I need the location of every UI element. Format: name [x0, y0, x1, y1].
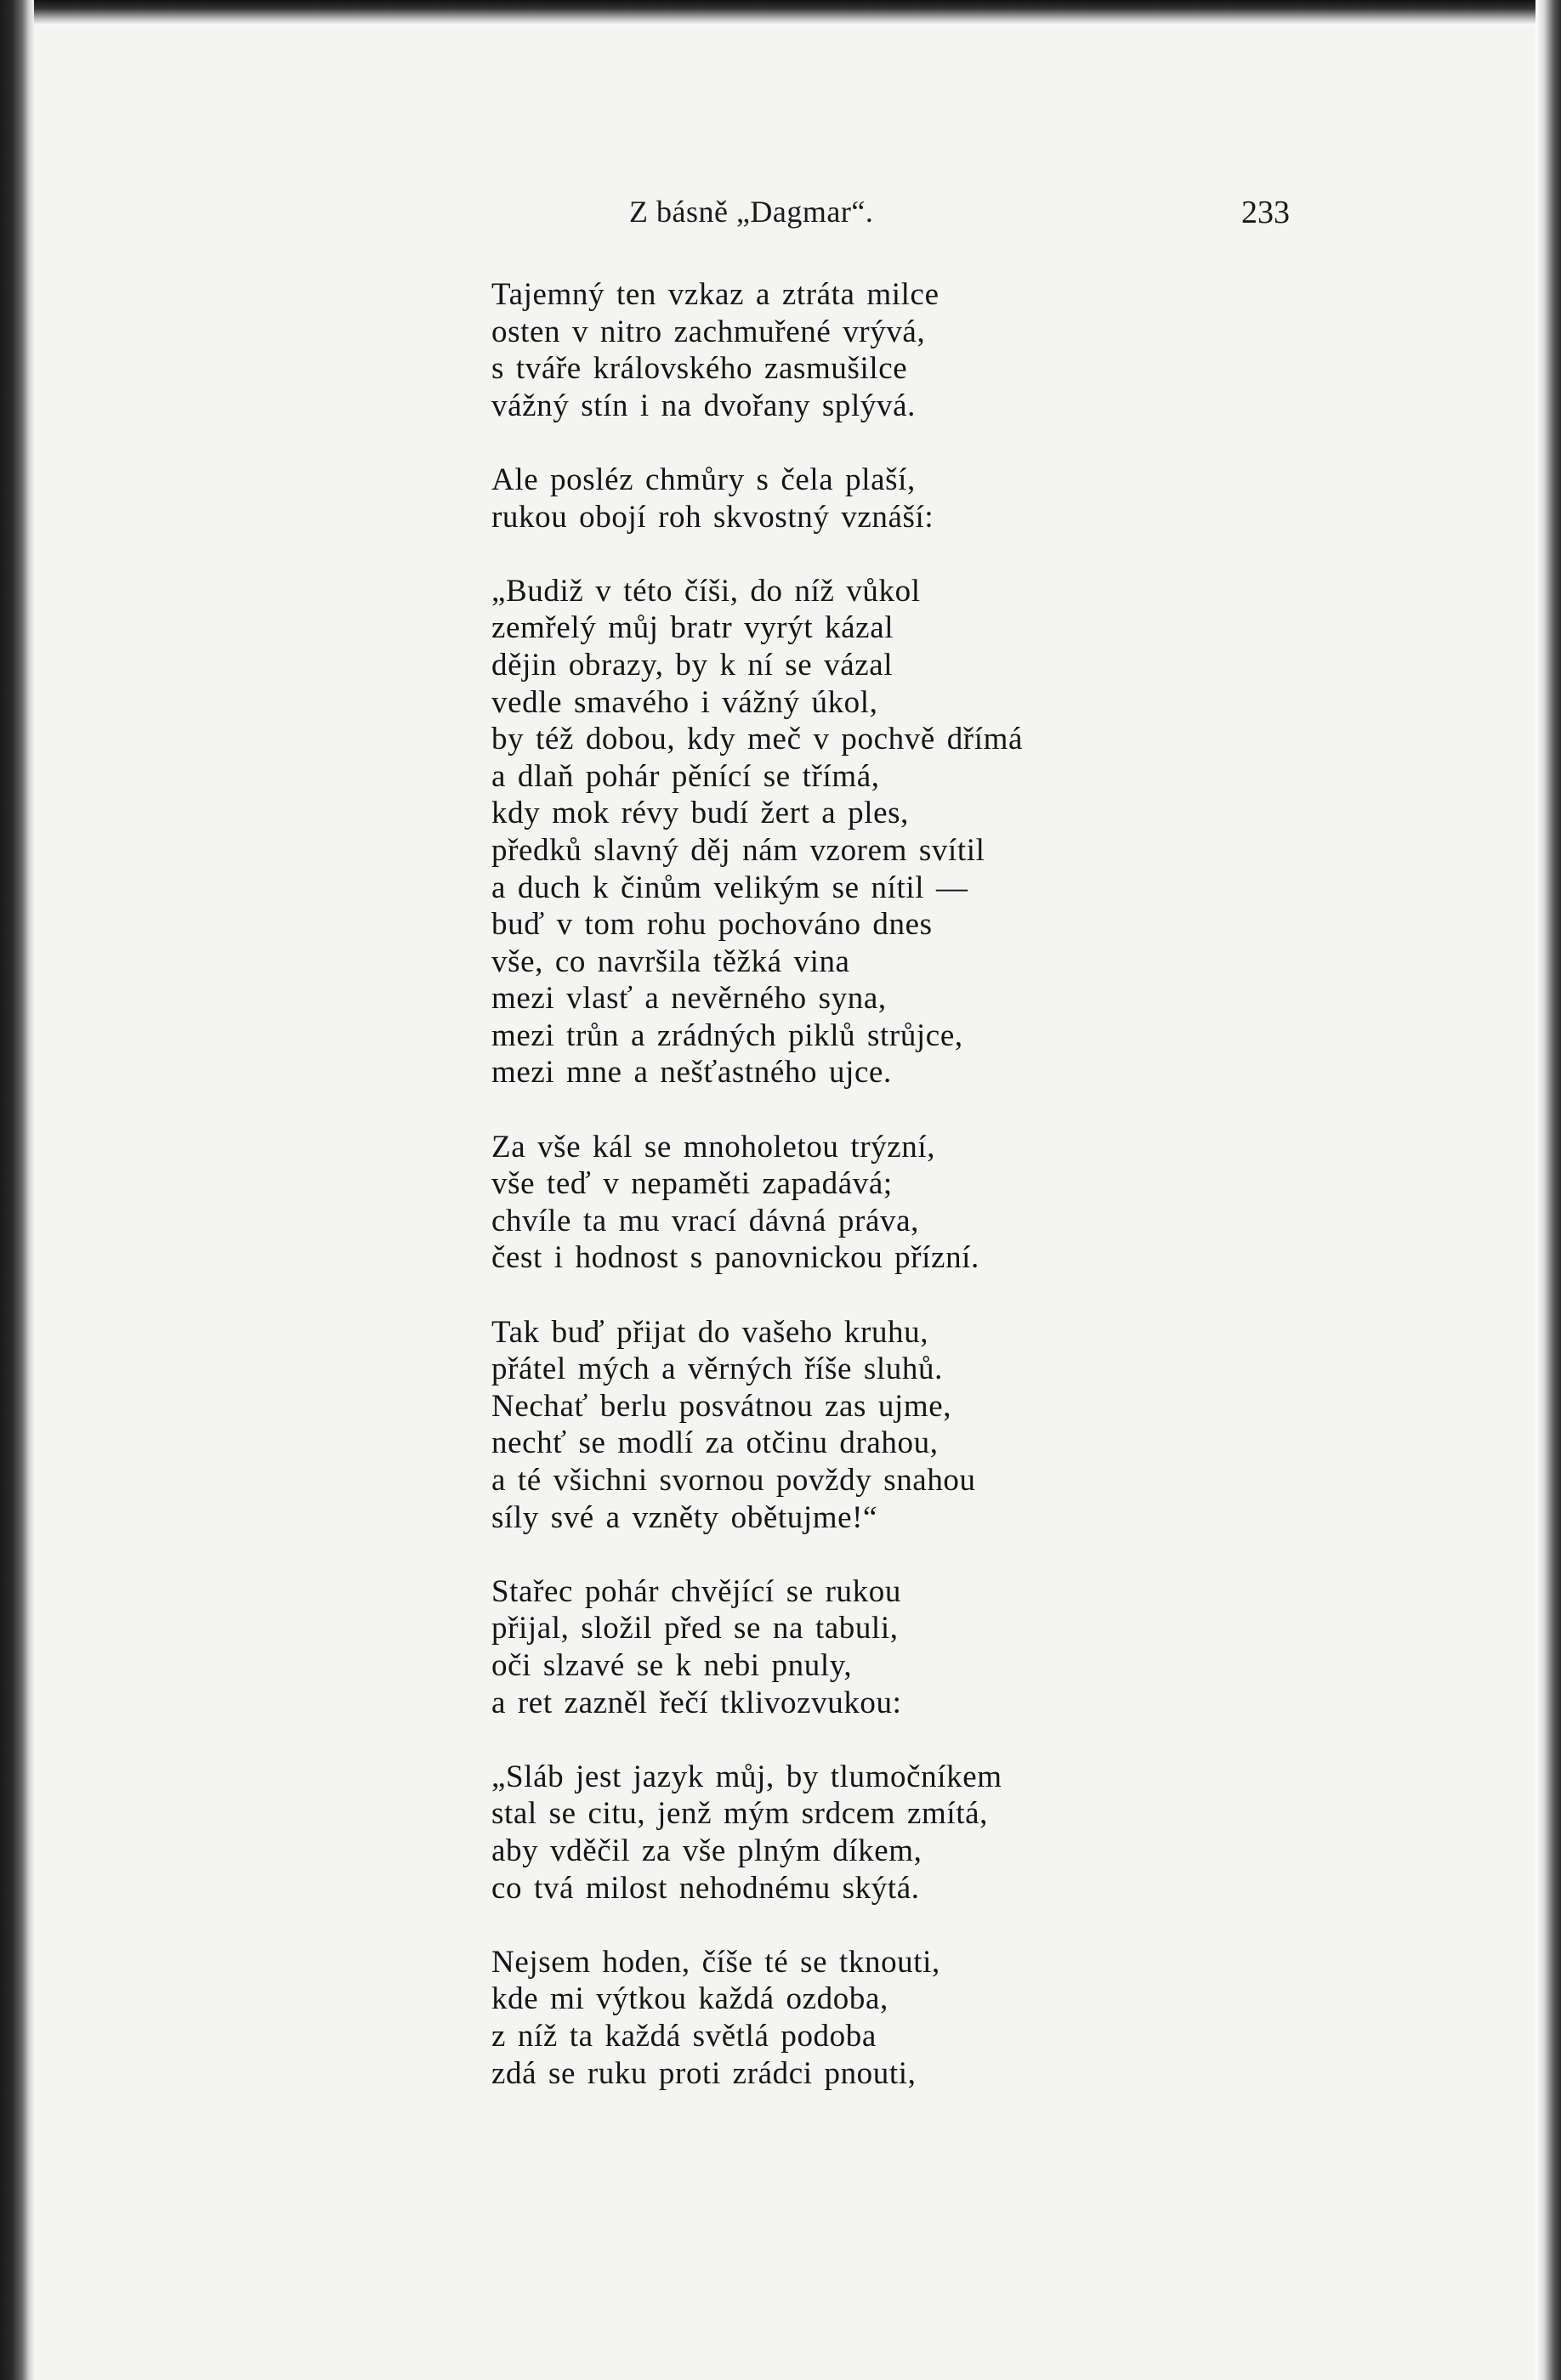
- poem-line: čest i hodnost s panovnickou přízní.: [491, 1240, 979, 1276]
- poem-line: z níž ta každá světlá podoba: [491, 2018, 877, 2054]
- poem-body: [491, 276, 1427, 2129]
- poem-line: rukou obojí roh skvostný vznáší:: [491, 499, 934, 535]
- poem-line: Tak buď přijat do vašeho kruhu,: [491, 1314, 929, 1350]
- stanza: [491, 1314, 1427, 1537]
- stanza: [491, 1944, 1427, 2092]
- poem-line: chvíle ta mu vrací dávná práva,: [491, 1203, 919, 1238]
- poem-line: mezi trůn a zrádných piklů strůjce,: [491, 1017, 963, 1053]
- poem-line: mezi vlasť a nevěrného syna,: [491, 981, 887, 1017]
- stanza: [491, 1573, 1427, 1721]
- poem-line: vedle smavého i vážný úkol,: [491, 684, 878, 720]
- stanza: [491, 462, 1427, 536]
- poem-line: aby vděčil za vše plným díkem,: [491, 1833, 922, 1868]
- poem-line: vše teď v nepaměti zapadává;: [491, 1166, 893, 1202]
- poem-line: oči slzavé se k nebi pnuly,: [491, 1647, 853, 1683]
- poem-line: nechť se modlí za otčinu drahou,: [491, 1425, 939, 1461]
- stanza: [491, 573, 1427, 1091]
- poem-line: Za vše kál se mnoholetou trýzní,: [491, 1129, 936, 1164]
- running-title: Z básně „Dagmar“.: [629, 195, 874, 229]
- page-number: 233: [1241, 195, 1290, 230]
- poem-line: „Sláb jest jazyk můj, by tlumočníkem: [491, 1759, 1002, 1794]
- poem-line: a duch k činům velikým se nítil —: [491, 870, 968, 905]
- poem-line: stal se citu, jenž mým srdcem zmítá,: [491, 1796, 988, 1832]
- scan-edge-left: [0, 0, 34, 2380]
- poem-line: dějin obrazy, by k ní se vázal: [491, 647, 894, 683]
- poem-line: co tvá milost nehodnému skýtá.: [491, 1870, 920, 1906]
- poem-line: „Budiž v této číši, do níž vůkol: [491, 573, 921, 609]
- poem-line: přátel mých a věrných říše sluhů.: [491, 1352, 943, 1387]
- stanza: [491, 1759, 1427, 1907]
- poem-line: zemřelý můj bratr vyrýt kázal: [491, 610, 894, 646]
- poem-line: předků slavný děj nám vzorem svítil: [491, 832, 985, 868]
- poem-line: kdy mok révy budí žert a ples,: [491, 796, 910, 831]
- poem-line: zdá se ruku proti zrádci pnouti,: [491, 2055, 917, 2091]
- scan-edge-top: [0, 0, 1561, 26]
- poem-line: vše, co navršila těžká vina: [491, 944, 850, 979]
- stanza: [491, 1129, 1427, 1277]
- poem-line: Nechať berlu posvátnou zas ujme,: [491, 1388, 952, 1424]
- poem-line: by též dobou, kdy meč v pochvě dřímá: [491, 722, 1023, 757]
- poem-line: síly své a vzněty obětujme!“: [491, 1499, 878, 1535]
- poem-line: mezi mne a nešťastného ujce.: [491, 1055, 892, 1091]
- poem-line: a dlaň pohár pěnící se třímá,: [491, 758, 880, 794]
- poem-line: přijal, složil před se na tabuli,: [491, 1611, 899, 1646]
- poem-line: Tajemný ten vzkaz a ztráta milce: [491, 277, 939, 312]
- poem-line: osten v nitro zachmuřené vrývá,: [491, 314, 926, 349]
- poem-line: a ret zazněl řečí tklivozvukou:: [491, 1685, 902, 1720]
- poem-line: Ale posléz chmůry s čela plaší,: [491, 462, 916, 497]
- book-page: [34, 26, 1535, 2380]
- poem-line: kde mi výtkou každá ozdoba,: [491, 1981, 888, 2017]
- stanza: [491, 276, 1427, 424]
- poem-line: Stařec pohár chvějící se rukou: [491, 1573, 901, 1609]
- scan-edge-right: [1535, 0, 1561, 2380]
- poem-line: vážný stín i na dvořany splývá.: [491, 388, 916, 423]
- poem-line: s tváře královského zasmušilce: [491, 351, 908, 387]
- poem-line: a té všichni svornou povždy snahou: [491, 1463, 976, 1498]
- poem-line: Nejsem hoden, číše té se tknouti,: [491, 1944, 940, 1980]
- poem-line: buď v tom rohu pochováno dnes: [491, 907, 933, 943]
